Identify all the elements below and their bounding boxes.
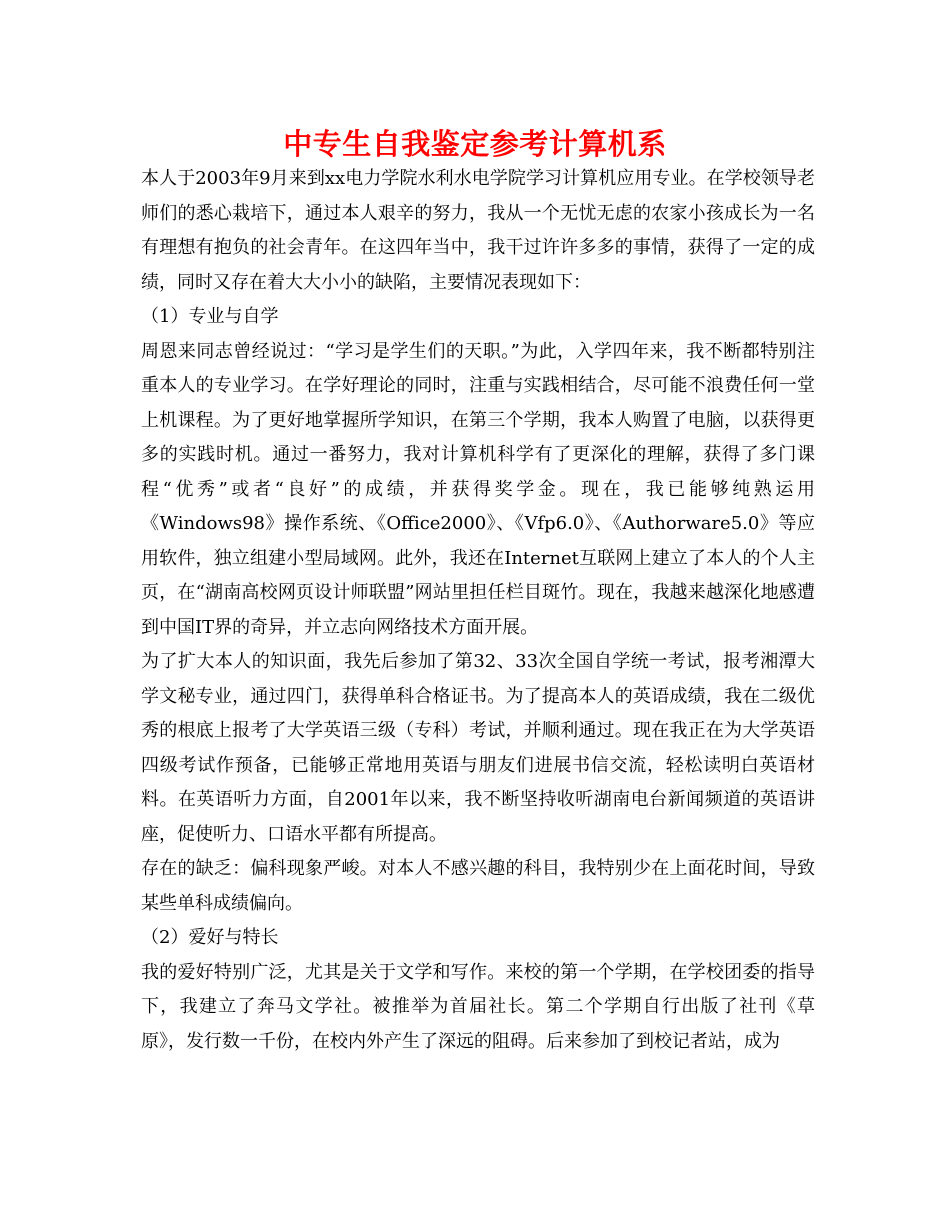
paragraph-intro: 本人于2003年9月来到xx电力学院水利水电学院学习计算机应用专业。在学校领导老师们的悉心栽培下，通过本人艰辛的努力，我从一个无忧无虑的农家小孩成长为一名有理想有抱负的社会青年。在这四年当中，我干过许许多多的事情，获得了一定的成绩，同时又存在着大大小小的缺陷，主要情况表现如下： [141,168,815,293]
paragraph-major-study: 周恩来同志曾经说过：“学习是学生们的天职。”为此，入学四年来，我不断都特别注重本人的专业学习。在学好理论的同时，注重与实践相结合，尽可能不浪费任何一堂上机课程。为了更好地掌握所学知识，在第三个学期，我本人购置了电脑，以获得更多的实践时机。通过一番努力，我对计算机科学有了更深化的理解，获得了多门课程“优秀”或者“良好”的成绩，并获得奖学金。现在，我已能够纯熟运用《Windows98》操作系统、《Office2000》、《Vfp6.0》、《Authorware5.0》等应用软件，独立组建小型局域网。此外，我还在Internet互联网上建立了本人的个人主页，在“湖南高校网页设计师联盟”网站里担任栏目斑竹。现在，我越来越深化地感遭到中国IT界的奇异，并立志向网络技术方面开展。 [141,340,815,638]
paragraph-shortcomings: 存在的缺乏：偏科现象严峻。对本人不感兴趣的科目，我特别少在上面花时间，导致某些单科成绩偏向。 [141,858,815,914]
section-heading-major-study: （1）专业与自学 [141,306,279,327]
section-heading-hobbies: （2）爱好与特长 [141,927,279,948]
paragraph-hobbies: 我的爱好特别广泛，尤其是关于文学和写作。来校的第一个学期，在学校团委的指导下，我建立了奔马文学社。被推举为首届社长。第二个学期自行出版了社刊《草原》，发行数一千份，在校内外产生了深远的阻碍。后来参加了到校记者站，成为 [141,961,815,1052]
paragraph-self-study: 为了扩大本人的知识面，我先后参加了第32、33次全国自学统一考试，报考湘潭大学文秘专业，通过四门，获得单科合格证书。为了提高本人的英语成绩，我在二级优秀的根底上报考了大学英语三级（专科）考试，并顺利通过。现在我正在为大学英语四级考试作预备，已能够正常地用英语与朋友们进展书信交流，轻松读明白英语材料。在英语听力方面，自2001年以来，我不断坚持收听湖南电台新闻频道的英语讲座，促使听力、口语水平都有所提高。 [141,651,815,845]
document-body [141,162,815,1059]
document-title: 中专生自我鉴定参考计算机系 [283,127,667,161]
